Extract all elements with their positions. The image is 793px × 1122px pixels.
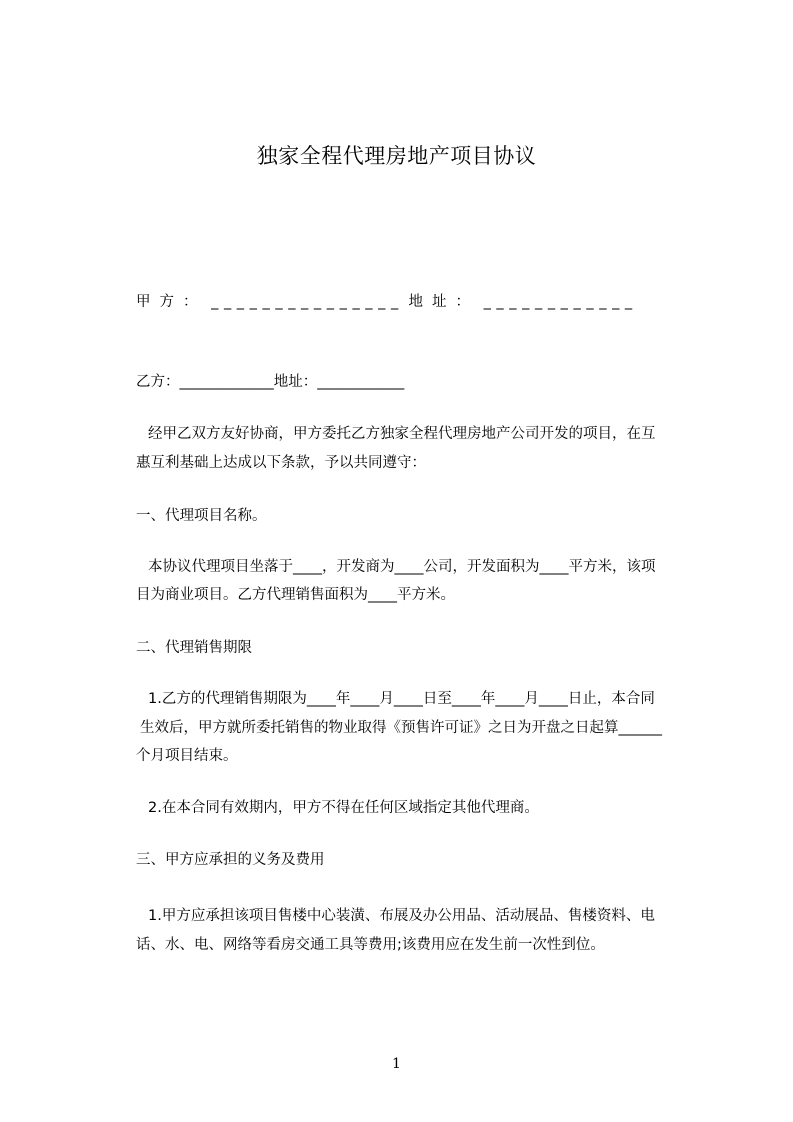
party-a-address-blank: ____________	[483, 294, 638, 310]
section-3-item-1-line-2: 话、水、电、网络等看房交通工具等费用;该费用应在发生前一次性到位。	[136, 937, 605, 953]
section-3-item-1-line-1: 1.甲方应承担该项目售楼中心装潢、布展及办公用品、活动展品、售楼资料、电	[148, 908, 655, 924]
section-3-heading: 三、甲方应承担的义务及费用	[136, 852, 325, 868]
section-1-heading: 一、代理项目名称。	[136, 508, 267, 524]
party-a-address-label: 地址：	[408, 294, 479, 310]
party-a-blank: _______________	[211, 294, 404, 310]
intro-paragraph-line-1: 经甲乙双方友好协商，甲方委托乙方独家全程代理房地产公司开发的项目，在互	[148, 426, 656, 442]
party-b-line: 乙方：_____________地址：____________	[136, 374, 405, 390]
document-title: 独家全程代理房地产项目协议	[256, 144, 537, 168]
party-a-label: 甲方：	[136, 294, 207, 310]
page-number: 1	[392, 1056, 401, 1072]
section-2-item-1-line-1: 1.乙方的代理销售期限为____年____月____日至____年____月____日止，本合同	[148, 691, 655, 707]
party-a-line	[136, 292, 702, 312]
section-2-item-2: 2.在本合同有效期内，甲方不得在任何区域指定其他代理商。	[148, 800, 539, 816]
section-1-paragraph-line-2: 目为商业项目。乙方代理销售面积为____平方米。	[136, 587, 455, 603]
section-2-item-1-line-2: 生效后，甲方就所委托销售的物业取得《预售许可证》之日为开盘之日起算______	[140, 720, 662, 736]
section-2-heading: 二、代理销售期限	[136, 640, 252, 656]
section-2-item-1-line-3: 个月项目结束。	[136, 748, 238, 764]
section-1-paragraph-line-1: 本协议代理项目坐落于____，开发商为____公司，开发面积为____平方米，该项	[148, 559, 656, 575]
intro-paragraph-line-2: 惠互利基础上达成以下条款，予以共同遵守：	[136, 455, 426, 471]
